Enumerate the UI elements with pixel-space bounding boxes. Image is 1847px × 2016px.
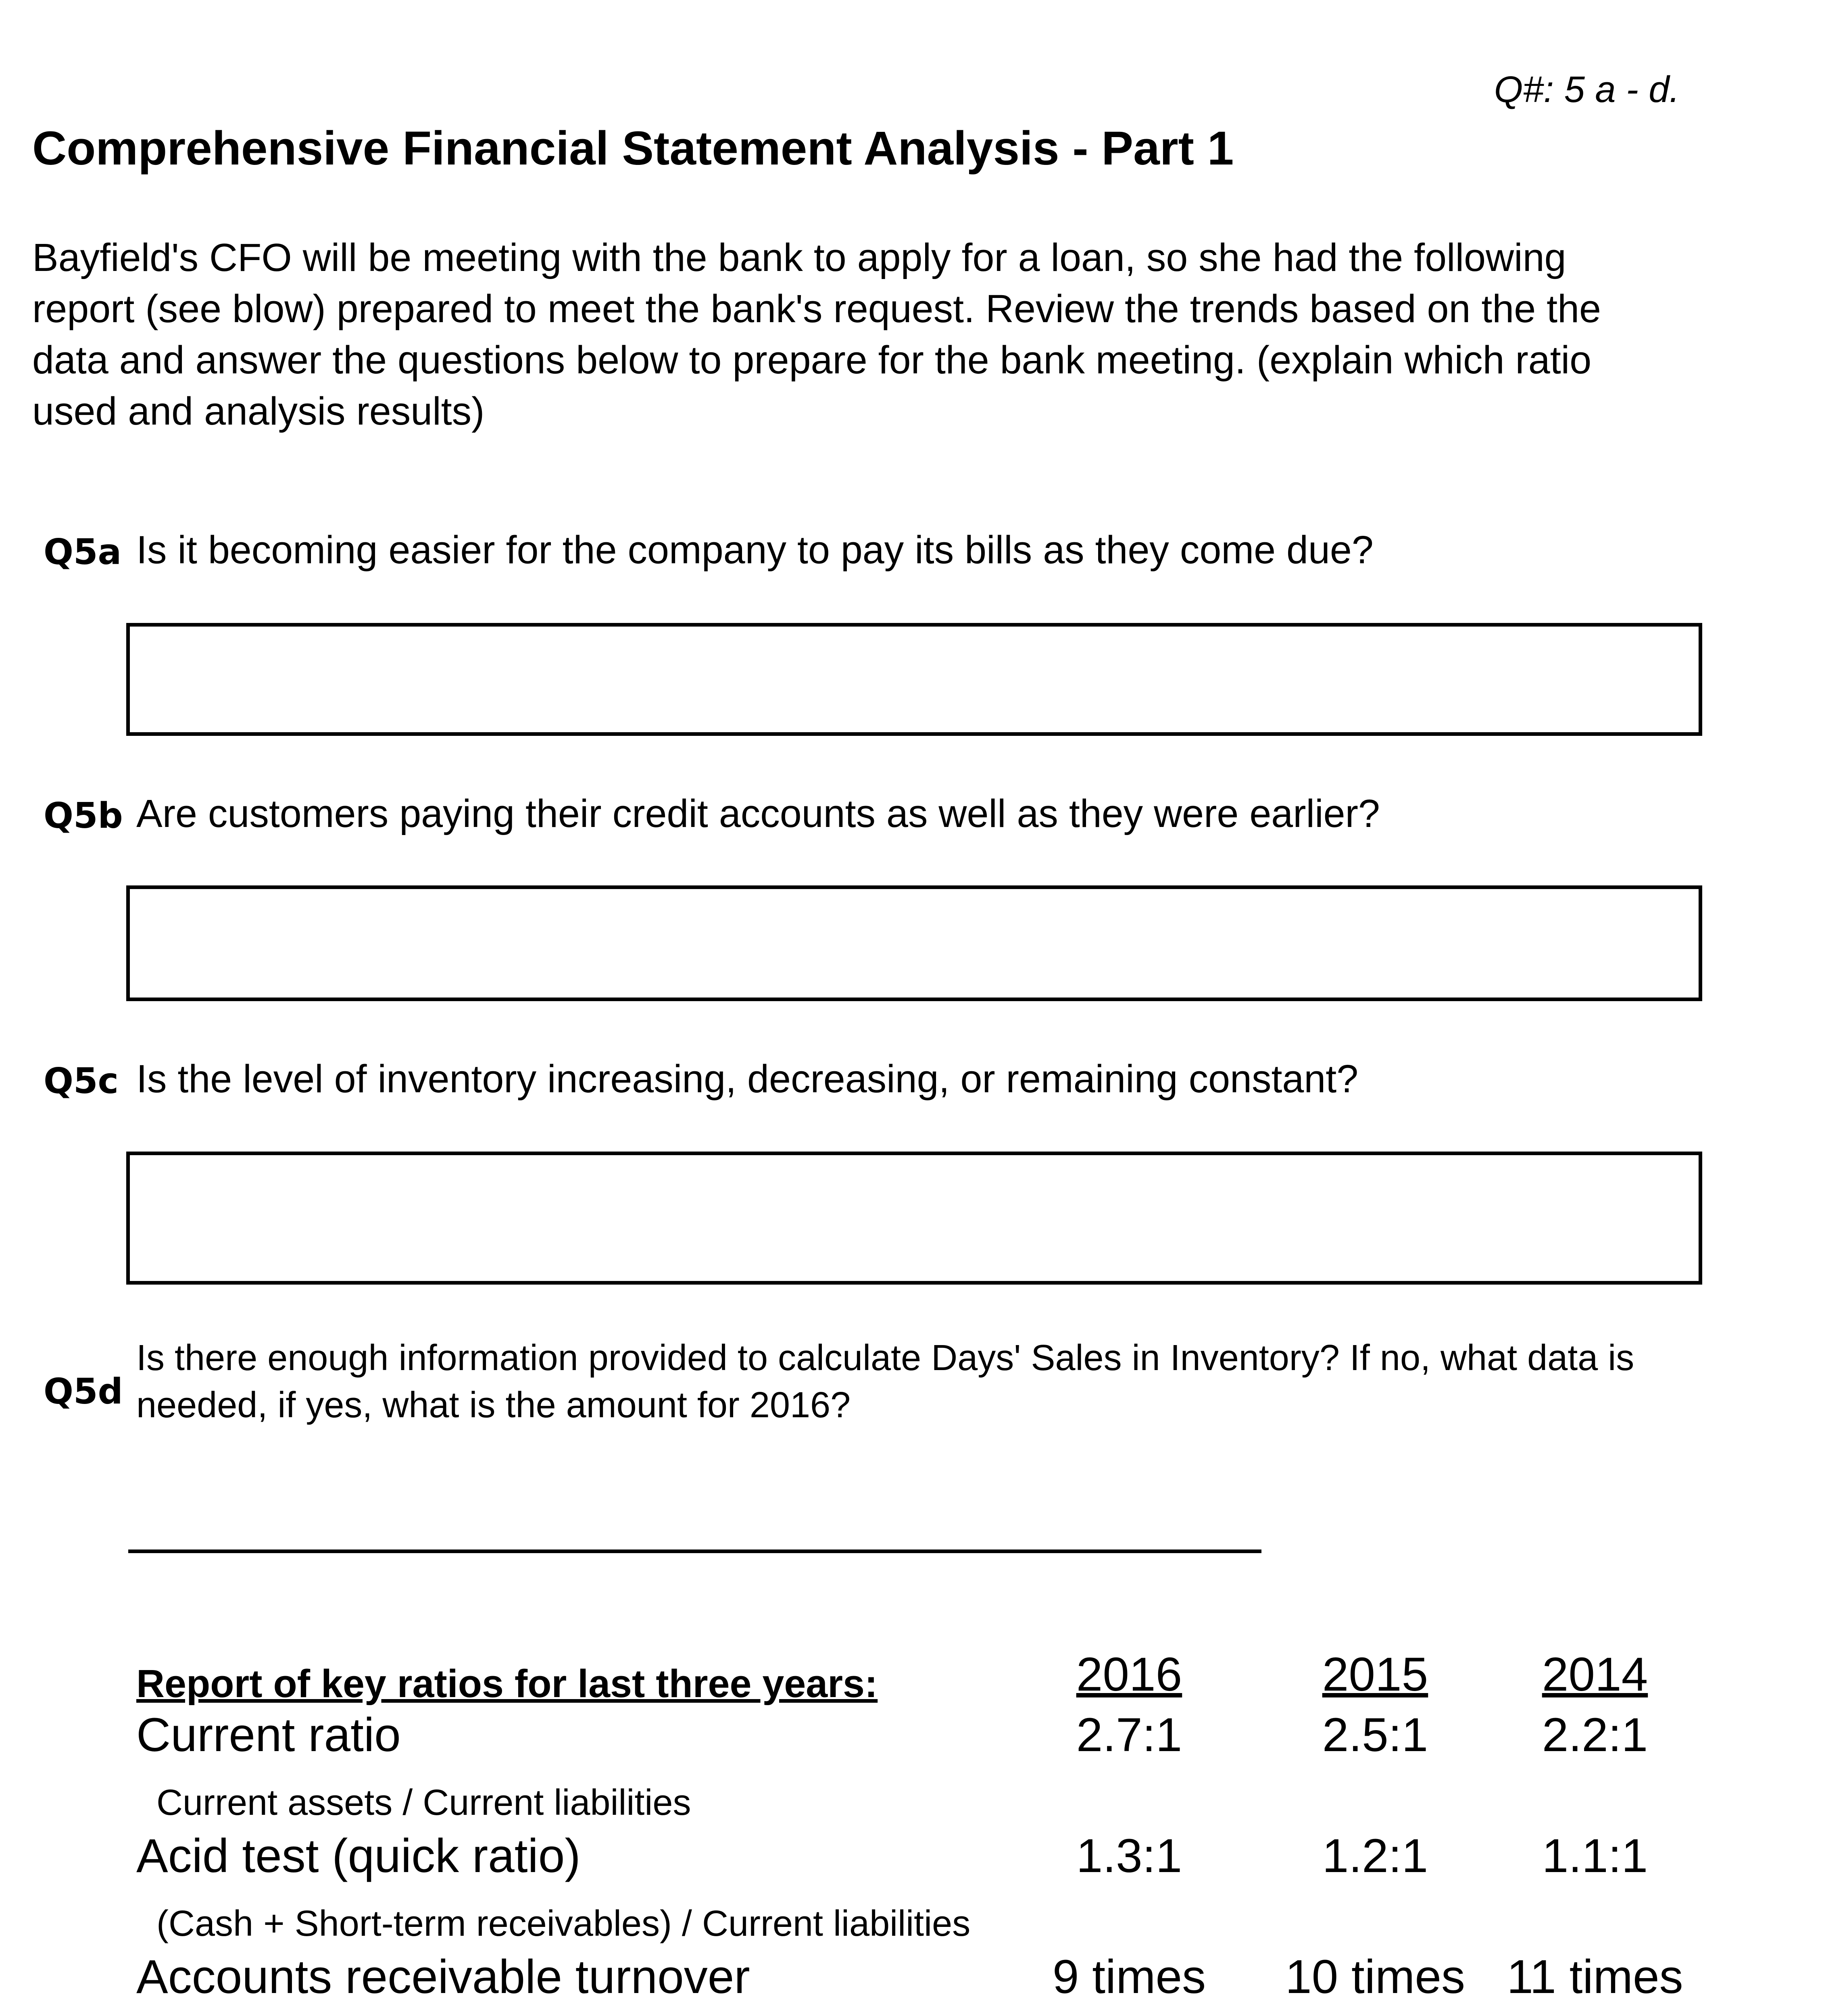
ratio-value: 2.2:1 [1542,1708,1648,1762]
ratio-value: 2.7:1 [1076,1708,1182,1762]
ratio-value: 9 times [1052,1950,1206,2004]
intro-paragraph [32,232,1726,437]
ratio-value: 1.1:1 [1542,1829,1648,1883]
question-label-q5a: Q5a [44,531,122,573]
question-number: Q#: 5 a - d. [1494,69,1680,110]
answer-box-q5a[interactable] [126,623,1702,736]
ratio-value: 11 times [1507,1950,1683,2004]
question-text-q5d-line: Is there enough information provided to calculate Days' Sales in Inventory? If no, what data is [136,1338,1634,1378]
ratio-formula-acid-test: (Cash + Short-term receivables) / Current liabilities [156,1904,971,1944]
year-header-2015: 2015 [1322,1648,1428,1701]
question-label-q5d: Q5d [44,1371,123,1412]
question-label-q5b: Q5b [44,795,123,836]
ratio-value: 1.2:1 [1322,1829,1428,1883]
ratio-value: 10 times [1285,1950,1465,2004]
intro-line: data and answer the questions below to prepare for the bank meeting. (explain which ratio [32,338,1592,382]
question-text-q5d-line: needed, if yes, what is the amount for 2016? [136,1385,851,1425]
report-title: Report of key ratios for last three years: [136,1662,878,1706]
question-text-q5a: Is it becoming easier for the company to pay its bills as they come due? [136,528,1374,572]
question-label-q5c: Q5c [44,1060,119,1102]
ratio-value: 1.3:1 [1076,1829,1182,1883]
question-text-q5b: Are customers paying their credit accounts as well as they were earlier? [136,791,1380,835]
ratio-formula-current-ratio: Current assets / Current liabilities [156,1783,691,1823]
year-header-2016: 2016 [1076,1648,1182,1701]
ratio-value: 2.5:1 [1322,1708,1428,1762]
intro-line: Bayfield's CFO will be meeting with the bank to apply for a loan, so she had the following [32,235,1566,279]
ratio-name-current-ratio: Current ratio [136,1708,401,1762]
intro-line: report (see blow) prepared to meet the bank's request. Review the trends based on the the [32,287,1601,331]
ratio-name-acid-test: Acid test (quick ratio) [136,1829,581,1883]
ratio-name-ar-turnover: Accounts receivable turnover [136,1950,750,2004]
year-header-2014: 2014 [1542,1648,1648,1701]
question-text-q5d [136,1335,1634,1429]
answer-box-q5c[interactable] [126,1152,1702,1285]
intro-line: used and analysis results) [32,389,485,433]
answer-box-q5b[interactable] [126,885,1702,1001]
answer-line-q5d[interactable] [128,1549,1261,1553]
question-text-q5c: Is the level of inventory increasing, decreasing, or remaining constant? [136,1057,1359,1101]
page-title: Comprehensive Financial Statement Analysis - Part 1 [32,122,1234,175]
